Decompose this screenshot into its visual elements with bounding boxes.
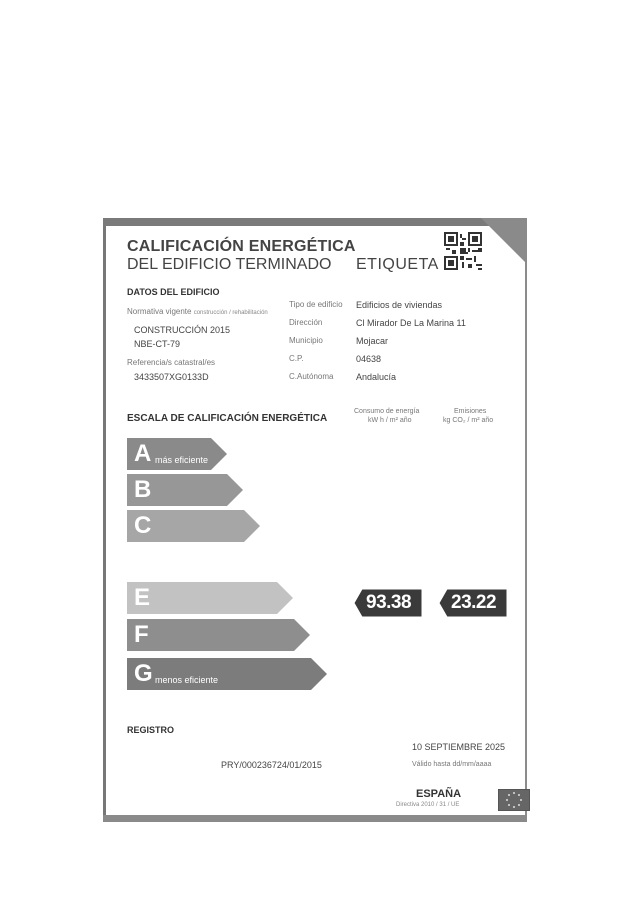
consumo-score-arrow	[354, 589, 422, 617]
datos-section-title: DATOS DEL EDIFICIO	[127, 287, 220, 297]
energy-bar-f	[127, 619, 310, 651]
top-border-band	[103, 218, 527, 226]
energy-bar-letter: B	[134, 476, 152, 503]
field-value-cp: 04638	[356, 354, 382, 364]
registro-number: PRY/000236724/01/2015	[221, 760, 322, 770]
emisiones-header1: Emisiones	[454, 408, 487, 415]
energy-bar-d	[127, 546, 277, 578]
registro-title: REGISTRO	[127, 725, 175, 735]
field-label-direccion: Dirección	[289, 318, 323, 327]
eu-flag-icon	[498, 789, 530, 811]
energy-bar-a	[127, 438, 227, 470]
energy-label-card	[103, 218, 527, 822]
energy-bar-letter: F	[134, 621, 149, 648]
emisiones-header2: kg CO₂ / m² año	[443, 417, 494, 424]
footer-directive: Directiva 2010 / 31 / UE	[396, 802, 460, 808]
scale-section-title: ESCALA DE CALIFICACIÓN ENERGÉTICA	[127, 413, 328, 424]
energy-bar-letter: C	[134, 512, 152, 539]
energy-bar-g	[127, 658, 327, 690]
field-value-direccion: Cl Mirador De La Marina 11	[356, 318, 466, 328]
energy-bar-b	[127, 474, 243, 506]
title-line2: DEL EDIFICIO TERMINADO	[127, 256, 332, 273]
energy-bar-e	[127, 582, 293, 614]
energy-bar-subtitle: más eficiente	[155, 455, 209, 465]
field-label-municipio: Municipio	[289, 336, 323, 345]
energy-bar-letter: D	[134, 548, 152, 575]
consumo-header2: kW h / m² año	[368, 417, 412, 424]
consumo-value: 93.38	[366, 592, 412, 613]
energy-bar-c	[127, 510, 260, 542]
emisiones-value: 23.22	[451, 592, 497, 613]
referencia-value: 3433507XG0133D	[134, 372, 209, 382]
corner-fold	[481, 218, 527, 264]
energy-bar-letter: G	[134, 660, 153, 687]
normativa-value1: CONSTRUCCIÓN 2015	[134, 325, 231, 335]
etiqueta-tag: ETIQUETA	[356, 256, 439, 273]
field-label-cp: C.P.	[289, 354, 304, 363]
emisiones-score-arrow	[439, 589, 507, 617]
field-label-autonoma: C.Autónoma	[289, 372, 334, 381]
normativa-label-text: Normativa vigente	[127, 307, 192, 316]
qr-code-icon	[444, 232, 482, 270]
footer-country: ESPAÑA	[416, 788, 462, 800]
field-value-municipio: Mojacar	[356, 336, 389, 346]
field-value-autonoma: Andalucía	[356, 372, 397, 382]
energy-bar-subtitle: menos eficiente	[155, 675, 219, 685]
consumo-header1: Consumo de energía	[354, 408, 420, 415]
normativa-note: construcción / rehabilitación	[193, 310, 268, 316]
field-value-tipo: Edificios de viviendas	[356, 300, 443, 310]
energy-bar-letter: E	[134, 584, 151, 611]
energy-bar-letter: A	[134, 440, 152, 467]
title-line1: CALIFICACIÓN ENERGÉTICA	[127, 238, 356, 255]
field-label-tipo: Tipo de edificio	[289, 300, 343, 309]
bottom-border-band	[103, 815, 527, 822]
normativa-value2: NBE-CT-79	[134, 339, 181, 349]
registro-date: 10 SEPTIEMBRE 2025	[412, 742, 506, 752]
registro-valid-note: Válido hasta dd/mm/aaaa	[412, 761, 492, 768]
referencia-label: Referencia/s catastral/es	[127, 358, 216, 367]
normativa-label	[127, 307, 268, 316]
